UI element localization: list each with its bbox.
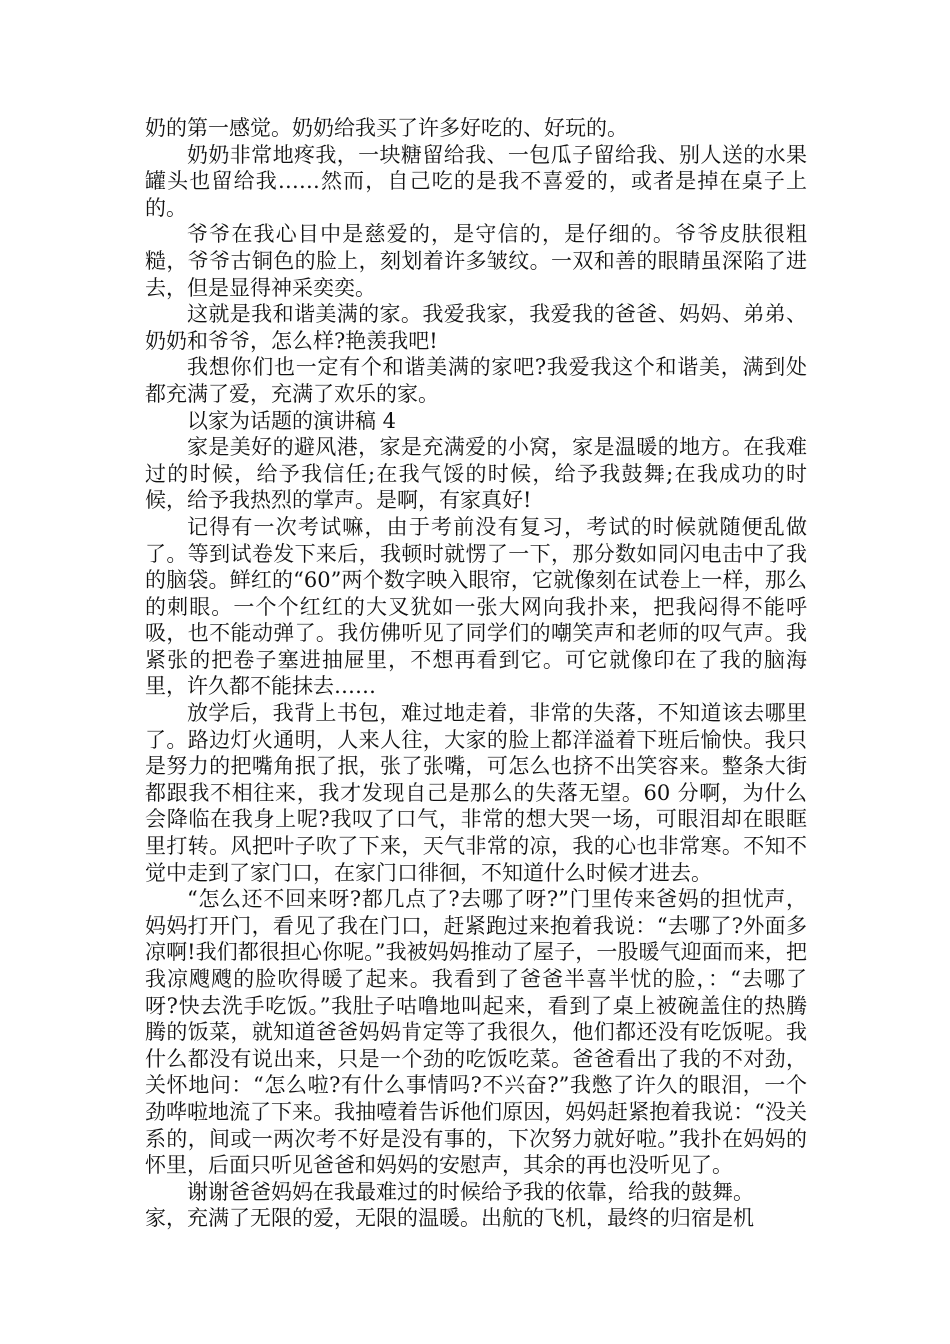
- paragraph-home-haven: 家是美好的避风港，家是充满爱的小窝，家是温暖的地方。在我难过的时候，给予我信任;在我气馁的时候，给予我鼓舞;在我成功的时候，给予我热烈的掌声。是啊，有家真好!: [145, 435, 807, 513]
- paragraph-thanks: 谢谢爸爸妈妈在我最难过的时候给予我的依靠，给我的鼓舞。: [187, 1179, 754, 1204]
- paragraph-grandma-intro: 奶的第一感觉。奶奶给我买了许多好吃的、好玩的。: [145, 116, 628, 140]
- paragraph-exam: 记得有一次考试嘛，由于考前没有复习，考试的时候就随便乱做了。等到试卷发下来后，我顿时就愣了一下，那分数如同闪电击中了我的脑袋。鲜红的“60”两个数字映入眼帘，它就像刻在试卷上一样，那么的刺眼。一个个红红的大叉犹如一张大网向我扑来，把我闷得不能呼吸，也不能动弹了。我仿佛听见了同学们的嘲笑声和老师的叹气声。我紧张的把卷子塞进抽屉里，不想再看到它。可它就像印在了我的脑海里，许久都不能抹去……: [145, 514, 807, 699]
- paragraph-your-home: 我想你们也一定有个和谐美满的家吧?我爱我这个和谐美，满到处都充满了爱，充满了欢乐的家。: [145, 355, 807, 406]
- paragraph-parents-worry: “怎么还不回来呀?都几点了?去哪了呀?”门里传来爸妈的担忧声，妈妈打开门，看见了我在门口，赶紧跑过来抱着我说：“去哪了?外面多凉啊!我们都很担心你呢。”我被妈妈推动了屋子，一股暖气迎面而来，把我凉飕飕的脸吹得暖了起来。我看到了爸爸半喜半忧的脸，：“去哪了呀?快去洗手吃饭。”我肚子咕噜地叫起来，看到了桌上被碗盖住的热腾腾的饭菜，就知道爸爸妈妈肯定等了我很久，他们都还没有吃饭呢。我什么都没有说出来，只是一个劲的吃饭吃菜。爸爸看出了我的不对劲，关怀地问：“怎么啦?有什么事情吗?不兴奋?”我憋了许久的眼泪，一个劲哗啦地流了下来。我抽噎着告诉他们原因，妈妈赶紧抱着我说：“没关系的，间或一两次考不好是没有事的，下次努力就好啦。”我扑在妈妈的怀里，后面只听见爸爸和妈妈的安慰声，其余的再也没听见了。: [145, 887, 807, 1178]
- paragraph-harmonious-home: 这就是我和谐美满的家。我爱我家，我爱我的爸爸、妈妈、弟弟、奶奶和爷爷，怎么样?艳羡我吧!: [145, 302, 807, 353]
- paragraph-after-school: 放学后，我背上书包，难过地走着，非常的失落，不知道该去哪里了。路边灯火通明，人来人往，大家的脸上都洋溢着下班后愉快。我只是努力的把嘴角抿了抿，张了张嘴，可怎么也挤不出笑容来。整条大街都跟我不相往来，我才发现自己是那么的失落无望。60 分啊，为什么会降临在我身上呢?我叹了口气，非常的想大哭一场，可眼泪却在眼眶里打转。风把叶子吹了下来，天气非常的凉，我的心也非常寒。不知不觉中走到了家门口，在家门口徘徊，不知道什么时候才进去。: [145, 701, 807, 885]
- section-heading: 以家为话题的演讲稿 4: [187, 408, 397, 433]
- paragraph-grandma-care: 奶奶非常地疼我，一块糖留给我、一包瓜子留给我、别人送的水果罐头也留给我……然而，自己吃的是我不喜爱的，或者是掉在桌子上的。: [145, 142, 807, 220]
- document-page: [145, 115, 807, 1232]
- paragraph-grandpa: 爷爷在我心目中是慈爱的，是守信的，是仔细的。爷爷皮肤很粗糙，爷爷古铜色的脸上，刻划着许多皱纹。一双和善的眼睛虽深陷了进去，但是显得神采奕奕。: [145, 222, 807, 300]
- paragraph-home-love: 家，充满了无限的爱，无限的温暖。出航的飞机，最终的归宿是机: [145, 1206, 754, 1231]
